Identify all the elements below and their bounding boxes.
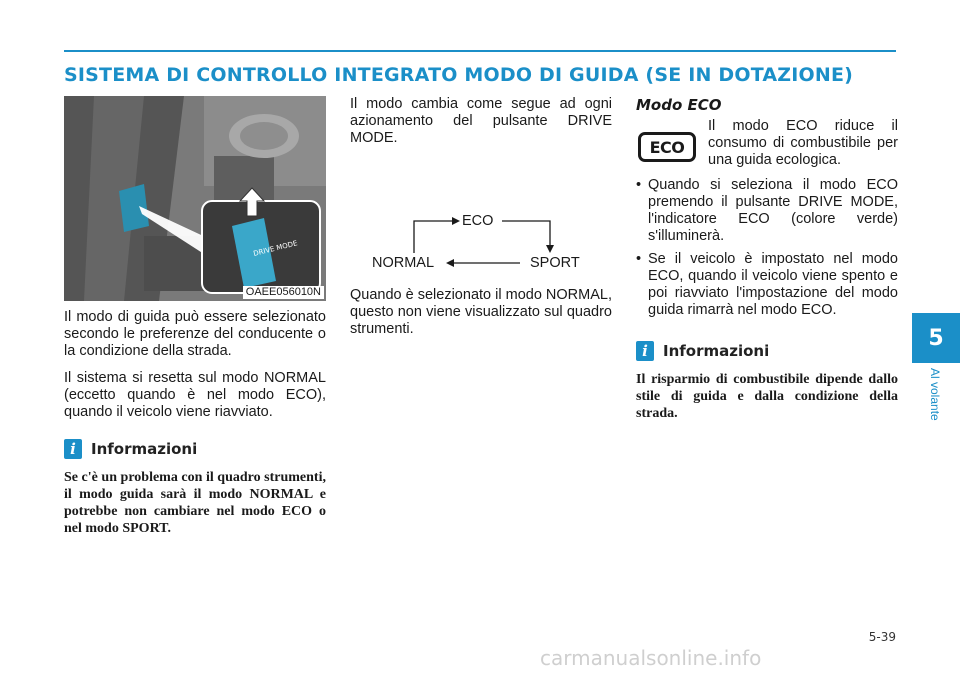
normal-paragraph: Quando è selezionato il modo NORMAL, questo non viene visualizzato sul quadro strumenti. — [350, 287, 612, 337]
chapter-number-tab: 5 — [912, 313, 960, 363]
list-item: • Se il veicolo è impostato nel modo ECO, quando il veicolo viene spento e poi riavviato l'impostazione del modo guida rimarrà nel modo ECO. — [636, 251, 898, 319]
arrow-eco-to-sport — [502, 221, 550, 245]
eco-bullets — [636, 177, 898, 319]
info-icon: i — [64, 439, 82, 459]
info-header — [64, 439, 326, 459]
info-header — [636, 341, 898, 361]
header-rule — [64, 50, 896, 52]
column-left — [64, 96, 326, 537]
mode-cycle-diagram — [350, 157, 612, 271]
mode-normal-label: NORMAL — [372, 255, 435, 271]
eco-text: Il modo ECO riduce il consumo di combustibile per una guida ecologica. — [708, 118, 898, 168]
figure-code: OAEE056010N — [243, 286, 324, 299]
column-middle — [350, 96, 612, 348]
svg-text:DRIVE MODE: DRIVE MODE — [252, 239, 299, 258]
info-body: Il risparmio di combustibile dipende dallo stile di guida e dalla condizione della strada. — [636, 372, 898, 421]
info-title: Informazioni — [663, 342, 770, 360]
intro-paragraph: Il modo di guida può essere selezionato secondo le preferenze del conducente o la condizione della strada. — [64, 309, 326, 359]
eco-description — [636, 118, 898, 169]
column-right — [636, 96, 898, 422]
arrow-normal-to-eco — [414, 221, 452, 253]
info-title: Informazioni — [91, 440, 198, 458]
console-photo — [64, 96, 326, 301]
eco-mode-heading: Modo ECO — [636, 96, 722, 114]
mode-eco-label: ECO — [462, 213, 494, 229]
info-body: Se c'è un problema con il quadro strumenti, il modo guida sarà il modo NORMAL e potrebbe non cambiare nel modo ECO o nel modo SPORT. — [64, 470, 326, 536]
chapter-title: Al volante — [928, 368, 942, 421]
section-heading: SISTEMA DI CONTROLLO INTEGRATO MODO DI GUIDA (SE IN DOTAZIONE) — [64, 64, 854, 86]
console-figure — [64, 96, 326, 301]
cycle-arrows — [350, 157, 612, 267]
small-drive-mode-button — [119, 184, 149, 232]
watermark: carmanualsonline.info — [540, 646, 762, 670]
info-icon: i — [636, 341, 654, 361]
eco-indicator-icon: ECO — [638, 132, 696, 162]
mode-sport-label: SPORT — [530, 255, 580, 271]
cycle-intro: Il modo cambia come segue ad ogni azionamento del pulsante DRIVE MODE. — [350, 96, 612, 146]
list-item: • Quando si seleziona il modo ECO premendo il pulsante DRIVE MODE, l'indicatore ECO (colore verde) s'illuminerà. — [636, 177, 898, 245]
page-number: 5-39 — [868, 630, 896, 644]
reset-paragraph: Il sistema si resetta sul modo NORMAL (eccetto quando è nel modo ECO), quando il veicolo viene riavviato. — [64, 370, 326, 420]
